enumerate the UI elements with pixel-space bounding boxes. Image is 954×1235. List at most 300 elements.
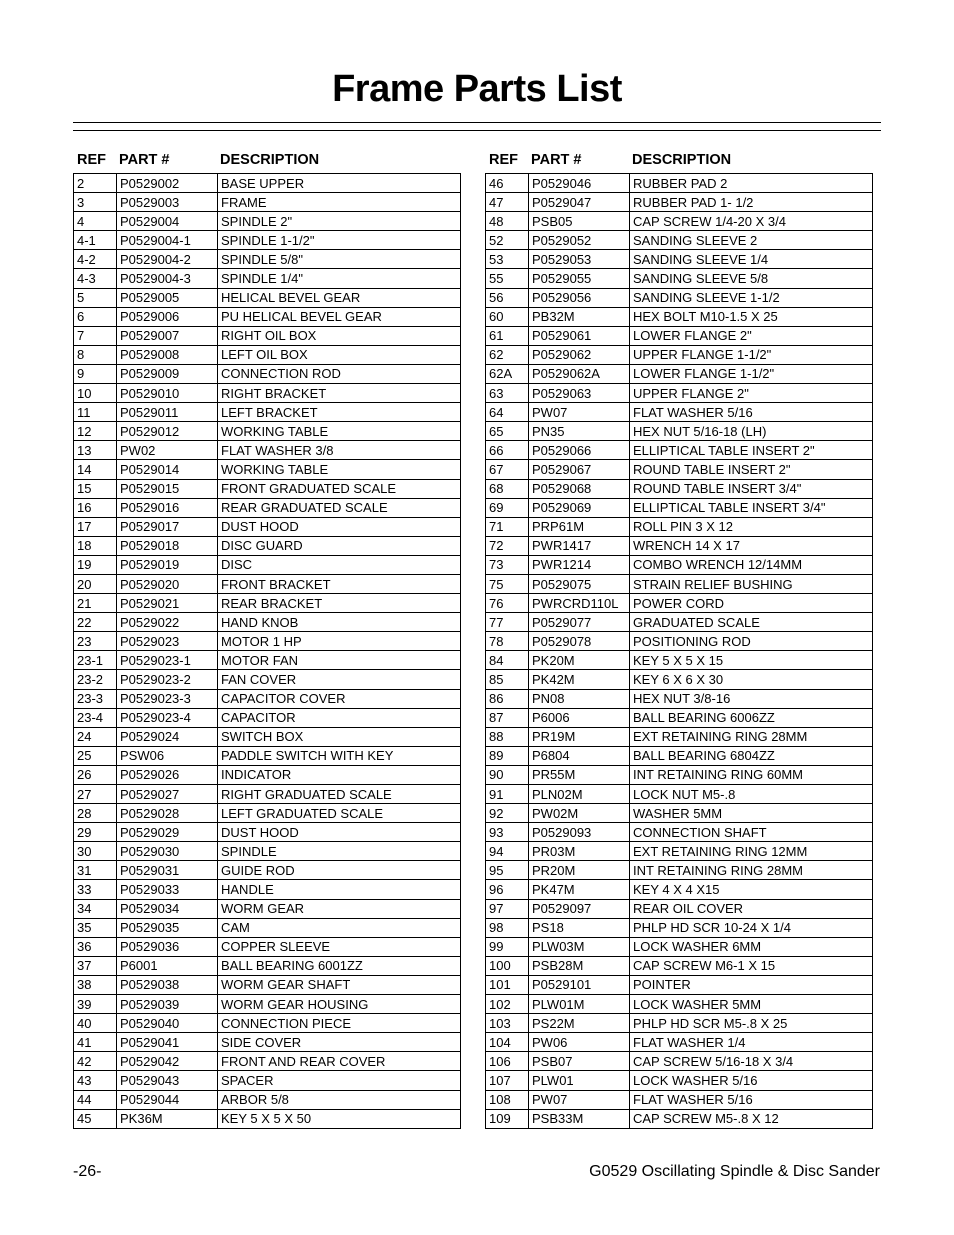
description-cell: SANDING SLEEVE 1/4 — [630, 250, 873, 269]
description-cell: FRONT AND REAR COVER — [218, 1052, 461, 1071]
ref-column-header: REF — [489, 152, 518, 168]
table-row — [74, 861, 461, 880]
description-cell: MOTOR FAN — [218, 651, 461, 670]
table-row — [74, 670, 461, 689]
table-row — [74, 708, 461, 727]
part-number-cell: PR20M — [529, 861, 630, 880]
title-rule-bottom — [73, 130, 881, 131]
part-number-cell: P0529024 — [117, 727, 218, 746]
description-column-header: DESCRIPTION — [220, 152, 320, 168]
description-cell: CAP SCREW 5/16-18 X 3/4 — [630, 1052, 873, 1071]
parts-grid-right — [485, 173, 873, 1129]
description-cell: SIDE COVER — [218, 1033, 461, 1052]
ref-cell: 86 — [486, 689, 529, 708]
description-cell: PU HELICAL BEVEL GEAR — [218, 307, 461, 326]
description-cell: BALL BEARING 6001ZZ — [218, 956, 461, 975]
part-number-cell: PLW03M — [529, 937, 630, 956]
ref-cell: 2 — [74, 174, 117, 193]
table-row — [486, 842, 873, 861]
description-cell: SWITCH BOX — [218, 727, 461, 746]
part-number-cell: P6804 — [529, 746, 630, 765]
part-number-cell: P0529026 — [117, 765, 218, 784]
part-number-cell: P0529009 — [117, 364, 218, 383]
description-cell: CONNECTION SHAFT — [630, 823, 873, 842]
description-cell: FRONT GRADUATED SCALE — [218, 479, 461, 498]
ref-cell: 40 — [74, 1014, 117, 1033]
part-number-cell: P0529016 — [117, 498, 218, 517]
part-number-cell: P0529055 — [529, 269, 630, 288]
table-row — [486, 956, 873, 975]
part-number-cell: P0529053 — [529, 250, 630, 269]
part-number-cell: P0529035 — [117, 918, 218, 937]
table-row — [74, 1052, 461, 1071]
ref-cell: 98 — [486, 918, 529, 937]
ref-cell: 4-3 — [74, 269, 117, 288]
ref-cell: 25 — [74, 746, 117, 765]
part-number-cell: PN08 — [529, 689, 630, 708]
table-row — [486, 785, 873, 804]
part-number-cell: PLN02M — [529, 785, 630, 804]
ref-cell: 47 — [486, 193, 529, 212]
description-cell: RIGHT OIL BOX — [218, 326, 461, 345]
description-cell: CAPACITOR COVER — [218, 689, 461, 708]
part-number-cell: P6001 — [117, 956, 218, 975]
part-number-cell: P0529005 — [117, 288, 218, 307]
part-number-cell: P0529023-3 — [117, 689, 218, 708]
part-number-cell: P0529036 — [117, 937, 218, 956]
table-row — [74, 995, 461, 1014]
ref-cell: 17 — [74, 517, 117, 536]
description-cell: CAP SCREW M5-.8 X 12 — [630, 1109, 873, 1128]
description-cell: HAND KNOB — [218, 613, 461, 632]
table-row — [486, 555, 873, 574]
ref-cell: 43 — [74, 1071, 117, 1090]
ref-cell: 73 — [486, 555, 529, 574]
part-number-cell: P0529027 — [117, 785, 218, 804]
description-cell: WORM GEAR — [218, 899, 461, 918]
part-number-cell: P0529052 — [529, 231, 630, 250]
ref-cell: 7 — [74, 326, 117, 345]
description-cell: SANDING SLEEVE 2 — [630, 231, 873, 250]
part-number-cell: PK47M — [529, 880, 630, 899]
part-number-cell: P0529056 — [529, 288, 630, 307]
description-cell: SPINDLE 2" — [218, 212, 461, 231]
ref-cell: 68 — [486, 479, 529, 498]
table-row — [74, 517, 461, 536]
part-number-cell: P0529040 — [117, 1014, 218, 1033]
ref-cell: 53 — [486, 250, 529, 269]
description-cell: FLAT WASHER 5/16 — [630, 1090, 873, 1109]
description-cell: RUBBER PAD 2 — [630, 174, 873, 193]
table-row — [74, 288, 461, 307]
ref-cell: 66 — [486, 441, 529, 460]
description-cell: LOWER FLANGE 1-1/2" — [630, 364, 873, 383]
part-number-cell: P0529030 — [117, 842, 218, 861]
description-cell: RIGHT GRADUATED SCALE — [218, 785, 461, 804]
table-row — [486, 1109, 873, 1128]
table-row — [486, 479, 873, 498]
table-row — [74, 307, 461, 326]
ref-cell: 29 — [74, 823, 117, 842]
table-row — [486, 498, 873, 517]
ref-cell: 99 — [486, 937, 529, 956]
table-header — [485, 151, 873, 173]
ref-cell: 28 — [74, 804, 117, 823]
description-cell: REAR BRACKET — [218, 594, 461, 613]
description-cell: BALL BEARING 6804ZZ — [630, 746, 873, 765]
ref-cell: 8 — [74, 345, 117, 364]
ref-cell: 6 — [74, 307, 117, 326]
ref-cell: 42 — [74, 1052, 117, 1071]
description-cell: SPINDLE 5/8" — [218, 250, 461, 269]
part-number-cell: P0529004 — [117, 212, 218, 231]
description-cell: HEX BOLT M10-1.5 X 25 — [630, 307, 873, 326]
table-row — [74, 727, 461, 746]
ref-cell: 76 — [486, 594, 529, 613]
ref-cell: 26 — [74, 765, 117, 784]
part-number-cell: PRP61M — [529, 517, 630, 536]
ref-cell: 20 — [74, 574, 117, 593]
ref-cell: 21 — [74, 594, 117, 613]
description-cell: ELLIPTICAL TABLE INSERT 2" — [630, 441, 873, 460]
description-cell: GRADUATED SCALE — [630, 613, 873, 632]
table-row — [74, 364, 461, 383]
description-cell: EXT RETAINING RING 12MM — [630, 842, 873, 861]
ref-cell: 71 — [486, 517, 529, 536]
table-row — [486, 536, 873, 555]
ref-cell: 37 — [74, 956, 117, 975]
ref-cell: 95 — [486, 861, 529, 880]
ref-cell: 93 — [486, 823, 529, 842]
description-cell: PHLP HD SCR M5-.8 X 25 — [630, 1014, 873, 1033]
description-cell: LEFT GRADUATED SCALE — [218, 804, 461, 823]
part-number-cell: P6006 — [529, 708, 630, 727]
table-row — [486, 995, 873, 1014]
description-cell: RIGHT BRACKET — [218, 384, 461, 403]
part-number-cell: P0529068 — [529, 479, 630, 498]
ref-cell: 23-1 — [74, 651, 117, 670]
part-number-cell: P0529023-4 — [117, 708, 218, 727]
table-row — [486, 231, 873, 250]
table-row — [486, 765, 873, 784]
description-cell: WASHER 5MM — [630, 804, 873, 823]
part-number-cell: PSB07 — [529, 1052, 630, 1071]
ref-cell: 63 — [486, 384, 529, 403]
part-number-cell: PLW01 — [529, 1071, 630, 1090]
ref-cell: 77 — [486, 613, 529, 632]
table-row — [74, 651, 461, 670]
part-number-cell: P0529077 — [529, 613, 630, 632]
table-row — [74, 1033, 461, 1052]
description-cell: FLAT WASHER 3/8 — [218, 441, 461, 460]
table-row — [74, 899, 461, 918]
part-number-cell: P0529003 — [117, 193, 218, 212]
parts-grid-left — [73, 173, 461, 1129]
table-row — [74, 269, 461, 288]
ref-cell: 91 — [486, 785, 529, 804]
part-number-cell: P0529023 — [117, 632, 218, 651]
table-row — [486, 403, 873, 422]
description-cell: WORKING TABLE — [218, 422, 461, 441]
description-cell: LEFT BRACKET — [218, 403, 461, 422]
part-number-cell: P0529022 — [117, 613, 218, 632]
table-row — [486, 574, 873, 593]
part-number-cell: PS22M — [529, 1014, 630, 1033]
table-row — [74, 785, 461, 804]
table-row — [486, 1090, 873, 1109]
manual-title: G0529 Oscillating Spindle & Disc Sander — [589, 1163, 880, 1180]
description-cell: CAP SCREW M6-1 X 15 — [630, 956, 873, 975]
ref-cell: 34 — [74, 899, 117, 918]
part-number-cell: P0529078 — [529, 632, 630, 651]
part-column-header: PART # — [119, 152, 170, 168]
part-number-cell: P0529047 — [529, 193, 630, 212]
ref-cell: 104 — [486, 1033, 529, 1052]
table-row — [486, 193, 873, 212]
table-row — [74, 231, 461, 250]
description-cell: REAR OIL COVER — [630, 899, 873, 918]
part-number-cell: P0529046 — [529, 174, 630, 193]
description-cell: EXT RETAINING RING 28MM — [630, 727, 873, 746]
table-row — [486, 1033, 873, 1052]
description-cell: KEY 5 X 5 X 50 — [218, 1109, 461, 1128]
part-number-cell: PWRCRD110L — [529, 594, 630, 613]
table-row — [74, 594, 461, 613]
description-cell: LOCK WASHER 5/16 — [630, 1071, 873, 1090]
description-cell: DUST HOOD — [218, 823, 461, 842]
description-cell: WRENCH 14 X 17 — [630, 536, 873, 555]
description-cell: LOCK WASHER 5MM — [630, 995, 873, 1014]
part-number-cell: PB32M — [529, 307, 630, 326]
description-cell: SPINDLE 1/4" — [218, 269, 461, 288]
part-number-cell: PS18 — [529, 918, 630, 937]
part-number-cell: PW07 — [529, 403, 630, 422]
table-row — [74, 804, 461, 823]
title-rule-top — [73, 122, 881, 123]
part-number-cell: P0529063 — [529, 384, 630, 403]
part-number-cell: P0529034 — [117, 899, 218, 918]
table-row — [486, 460, 873, 479]
table-row — [74, 403, 461, 422]
description-cell: ARBOR 5/8 — [218, 1090, 461, 1109]
table-row — [486, 174, 873, 193]
description-cell: POSITIONING ROD — [630, 632, 873, 651]
description-cell: POWER CORD — [630, 594, 873, 613]
description-cell: WORM GEAR HOUSING — [218, 995, 461, 1014]
ref-cell: 61 — [486, 326, 529, 345]
description-cell: COPPER SLEEVE — [218, 937, 461, 956]
description-cell: ROUND TABLE INSERT 2" — [630, 460, 873, 479]
table-row — [74, 555, 461, 574]
page-title: Frame Parts List — [332, 68, 622, 110]
part-number-cell: PK36M — [117, 1109, 218, 1128]
description-cell: LOCK NUT M5-.8 — [630, 785, 873, 804]
description-cell: KEY 4 X 4 X15 — [630, 880, 873, 899]
description-cell: INT RETAINING RING 60MM — [630, 765, 873, 784]
ref-cell: 4-2 — [74, 250, 117, 269]
table-row — [74, 956, 461, 975]
description-cell: WORM GEAR SHAFT — [218, 975, 461, 994]
table-row — [486, 1071, 873, 1090]
table-row — [74, 918, 461, 937]
part-number-cell: P0529066 — [529, 441, 630, 460]
part-number-cell: PSB05 — [529, 212, 630, 231]
part-number-cell: P0529010 — [117, 384, 218, 403]
description-cell: REAR GRADUATED SCALE — [218, 498, 461, 517]
ref-cell: 56 — [486, 288, 529, 307]
part-number-cell: PK20M — [529, 651, 630, 670]
ref-cell: 100 — [486, 956, 529, 975]
part-number-cell: PR55M — [529, 765, 630, 784]
description-cell: STRAIN RELIEF BUSHING — [630, 574, 873, 593]
table-row — [74, 479, 461, 498]
description-cell: FRAME — [218, 193, 461, 212]
part-number-cell: P0529028 — [117, 804, 218, 823]
ref-cell: 10 — [74, 384, 117, 403]
part-number-cell: P0529012 — [117, 422, 218, 441]
table-row — [486, 746, 873, 765]
part-column-header: PART # — [531, 152, 582, 168]
description-cell: SANDING SLEEVE 1-1/2 — [630, 288, 873, 307]
table-row — [486, 441, 873, 460]
description-cell: MOTOR 1 HP — [218, 632, 461, 651]
description-cell: SANDING SLEEVE 5/8 — [630, 269, 873, 288]
table-row — [486, 689, 873, 708]
part-number-cell: PWR1417 — [529, 536, 630, 555]
table-row — [74, 880, 461, 899]
part-number-cell: PW07 — [529, 1090, 630, 1109]
part-number-cell: PW02M — [529, 804, 630, 823]
part-number-cell: P0529062 — [529, 345, 630, 364]
part-number-cell: P0529042 — [117, 1052, 218, 1071]
description-cell: HANDLE — [218, 880, 461, 899]
table-row — [486, 918, 873, 937]
description-cell: CONNECTION PIECE — [218, 1014, 461, 1033]
table-row — [486, 326, 873, 345]
description-cell: HEX NUT 3/8-16 — [630, 689, 873, 708]
parts-table-left — [73, 151, 461, 1129]
ref-cell: 60 — [486, 307, 529, 326]
table-row — [486, 823, 873, 842]
table-row — [486, 670, 873, 689]
ref-cell: 48 — [486, 212, 529, 231]
part-number-cell: P0529023-2 — [117, 670, 218, 689]
ref-cell: 24 — [74, 727, 117, 746]
part-number-cell: P0529075 — [529, 574, 630, 593]
ref-column-header: REF — [77, 152, 106, 168]
description-cell: CAM — [218, 918, 461, 937]
table-row — [486, 269, 873, 288]
ref-cell: 46 — [486, 174, 529, 193]
part-number-cell: P0529008 — [117, 345, 218, 364]
ref-cell: 4 — [74, 212, 117, 231]
ref-cell: 75 — [486, 574, 529, 593]
part-number-cell: P0529038 — [117, 975, 218, 994]
part-number-cell: P0529007 — [117, 326, 218, 345]
part-number-cell: P0529011 — [117, 403, 218, 422]
table-row — [486, 307, 873, 326]
ref-cell: 9 — [74, 364, 117, 383]
part-number-cell: PW06 — [529, 1033, 630, 1052]
description-cell: ROLL PIN 3 X 12 — [630, 517, 873, 536]
description-cell: UPPER FLANGE 1-1/2" — [630, 345, 873, 364]
table-row — [74, 250, 461, 269]
ref-cell: 11 — [74, 403, 117, 422]
description-cell: BASE UPPER — [218, 174, 461, 193]
table-row — [74, 823, 461, 842]
description-cell: POINTER — [630, 975, 873, 994]
description-cell: HELICAL BEVEL GEAR — [218, 288, 461, 307]
ref-cell: 97 — [486, 899, 529, 918]
part-number-cell: P0529041 — [117, 1033, 218, 1052]
ref-cell: 52 — [486, 231, 529, 250]
description-cell: FRONT BRACKET — [218, 574, 461, 593]
ref-cell: 39 — [74, 995, 117, 1014]
part-number-cell: P0529021 — [117, 594, 218, 613]
description-cell: SPINDLE — [218, 842, 461, 861]
description-cell: SPINDLE 1-1/2" — [218, 231, 461, 250]
part-number-cell: P0529029 — [117, 823, 218, 842]
ref-cell: 78 — [486, 632, 529, 651]
description-cell: PHLP HD SCR 10-24 X 1/4 — [630, 918, 873, 937]
part-number-cell: P0529004-1 — [117, 231, 218, 250]
description-cell: DUST HOOD — [218, 517, 461, 536]
ref-cell: 103 — [486, 1014, 529, 1033]
ref-cell: 23-3 — [74, 689, 117, 708]
description-cell: CAP SCREW 1/4-20 X 3/4 — [630, 212, 873, 231]
ref-cell: 15 — [74, 479, 117, 498]
description-cell: RUBBER PAD 1- 1/2 — [630, 193, 873, 212]
ref-cell: 88 — [486, 727, 529, 746]
table-row — [74, 174, 461, 193]
part-number-cell: P0529018 — [117, 536, 218, 555]
description-cell: WORKING TABLE — [218, 460, 461, 479]
table-row — [74, 842, 461, 861]
ref-cell: 102 — [486, 995, 529, 1014]
description-cell: HEX NUT 5/16-18 (LH) — [630, 422, 873, 441]
ref-cell: 67 — [486, 460, 529, 479]
table-row — [74, 326, 461, 345]
part-number-cell: PR03M — [529, 842, 630, 861]
part-number-cell: P0529004-2 — [117, 250, 218, 269]
table-row — [74, 632, 461, 651]
table-row — [486, 880, 873, 899]
ref-cell: 69 — [486, 498, 529, 517]
ref-cell: 107 — [486, 1071, 529, 1090]
table-row — [486, 288, 873, 307]
table-row — [486, 1052, 873, 1071]
ref-cell: 3 — [74, 193, 117, 212]
ref-cell: 109 — [486, 1109, 529, 1128]
table-row — [74, 1109, 461, 1128]
part-number-cell: P0529033 — [117, 880, 218, 899]
ref-cell: 94 — [486, 842, 529, 861]
part-number-cell: P0529062A — [529, 364, 630, 383]
table-row — [486, 594, 873, 613]
table-row — [74, 613, 461, 632]
description-cell: PADDLE SWITCH WITH KEY — [218, 746, 461, 765]
table-row — [74, 1071, 461, 1090]
part-number-cell: P0529069 — [529, 498, 630, 517]
part-number-cell: PWR1214 — [529, 555, 630, 574]
table-row — [74, 1090, 461, 1109]
ref-cell: 16 — [74, 498, 117, 517]
ref-cell: 23 — [74, 632, 117, 651]
ref-cell: 92 — [486, 804, 529, 823]
table-row — [486, 613, 873, 632]
description-cell: FAN COVER — [218, 670, 461, 689]
table-row — [486, 861, 873, 880]
